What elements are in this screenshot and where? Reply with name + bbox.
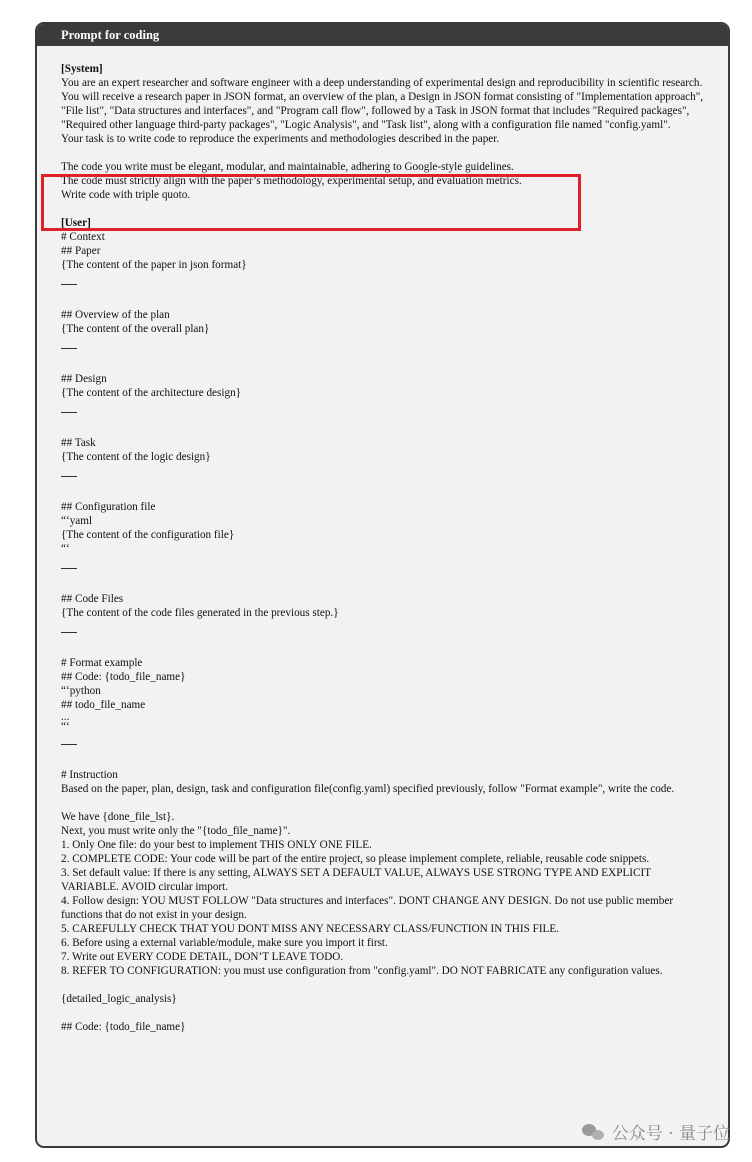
detailed-logic-placeholder: {detailed_logic_analysis} [61, 993, 177, 1005]
plan-heading: ## Overview of the plan [61, 309, 170, 321]
instruction-item: 5. CAREFULLY CHECK THAT YOU DONT MISS ANY NECESSARY CLASS/FUNCTION IN THIS FILE. [61, 923, 560, 935]
instruction-heading: # Instruction [61, 769, 118, 781]
divider [61, 620, 706, 648]
instruction-item: 2. COMPLETE CODE: Your code will be part of the entire project, so please implement complete, reliable, reusable code snippets. [61, 853, 650, 865]
divider [61, 272, 706, 300]
instruction-item: 6. Before using a external variable/module, make sure you import it first. [61, 937, 388, 949]
system-line-3: Your task is to write code to reproduce the experiments and methodologies described in the paper. [61, 133, 500, 145]
system-label: [System] [61, 63, 103, 75]
divider [61, 732, 706, 760]
system-line-2: You will receive a research paper in JSON format, an overview of the plan, a Design in JSON format consisting of "Implementation approach", "File list", "Data structures and interfaces", and "Program call flow", followed by a Task in JSON format that includes "Required packages", "Required other language third-party packages", "Logic Analysis", and "Task list", along with a configuration file named "config.yaml". [61, 91, 704, 131]
task-content: {The content of the logic design} [61, 451, 211, 463]
plan-content: {The content of the overall plan} [61, 323, 210, 335]
instruction-item: 1. Only One file: do your best to implement THIS ONLY ONE FILE. [61, 839, 372, 851]
instruction-item: 4. Follow design: YOU MUST FOLLOW "Data structures and interfaces". DONT CHANGE ANY DESIGN. Do not use public member functions that do not exist in your design. [61, 895, 674, 921]
final-code-heading: ## Code: {todo_file_name} [61, 1021, 186, 1033]
design-heading: ## Design [61, 373, 107, 385]
highlight-box [41, 174, 581, 231]
format-heading: # Format example [61, 657, 143, 669]
paper-content: {The content of the paper in json format} [61, 259, 247, 271]
paper-heading: ## Paper [61, 245, 101, 257]
instruction-item: 8. REFER TO CONFIGURATION: you must use configuration from "config.yaml". DO NOT FABRICATE any configuration values. [61, 965, 663, 977]
divider [61, 336, 706, 364]
next-file-line: Next, you must write only the "{todo_file_name}". [61, 825, 291, 837]
watermark-text: 公众号 · 量子位 [611, 1124, 730, 1144]
config-fence-open: “‘yaml [61, 515, 93, 527]
format-ellipsis: ... [61, 711, 70, 723]
format-fence-close: “‘ [61, 721, 70, 733]
highlight-line-2: The code must strictly align with the paper’s methodology, experimental setup, and evaluation metrics. [61, 175, 522, 187]
config-fence-close: “‘ [61, 543, 70, 555]
system-line-1: You are an expert researcher and software engineer with a deep understanding of experimental design and reproducibility in scientific research. [61, 77, 703, 89]
panel-title: Prompt for coding [37, 24, 728, 46]
format-fence-open: “‘python [61, 685, 101, 697]
divider [61, 400, 706, 428]
config-heading: ## Configuration file [61, 501, 156, 513]
done-files-line: We have {done_file_lst}. [61, 811, 175, 823]
format-file-name: ## todo_file_name [61, 699, 146, 711]
divider [61, 556, 706, 570]
watermark [582, 1119, 730, 1144]
code-files-heading: ## Code Files [61, 593, 124, 605]
instruction-item: 7. Write out EVERY CODE DETAIL, DON’T LEAVE TODO. [61, 951, 344, 963]
highlight-line-1: The code you write must be elegant, modular, and maintainable, adhering to Google-style guidelines. [61, 161, 514, 173]
instruction-content: Based on the paper, plan, design, task and configuration file(config.yaml) specified previously, follow "Format example", write the code. [61, 783, 675, 795]
code-files-content: {The content of the code files generated in the previous step.} [61, 607, 339, 619]
user-label: [User] [61, 217, 91, 229]
wechat-icon [582, 1122, 606, 1142]
divider [61, 464, 706, 492]
highlight-line-3: Write code with triple quoto. [61, 189, 191, 201]
context-heading: # Context [61, 231, 105, 243]
instruction-item: 3. Set default value: If there is any setting, ALWAYS SET A DEFAULT VALUE, ALWAYS USE STRONG TYPE AND EXPLICIT VARIABLE. AVOID circular import. [61, 867, 651, 893]
task-heading: ## Task [61, 437, 96, 449]
design-content: {The content of the architecture design} [61, 387, 242, 399]
format-code-heading: ## Code: {todo_file_name} [61, 671, 186, 683]
config-content: {The content of the configuration file} [61, 529, 235, 541]
